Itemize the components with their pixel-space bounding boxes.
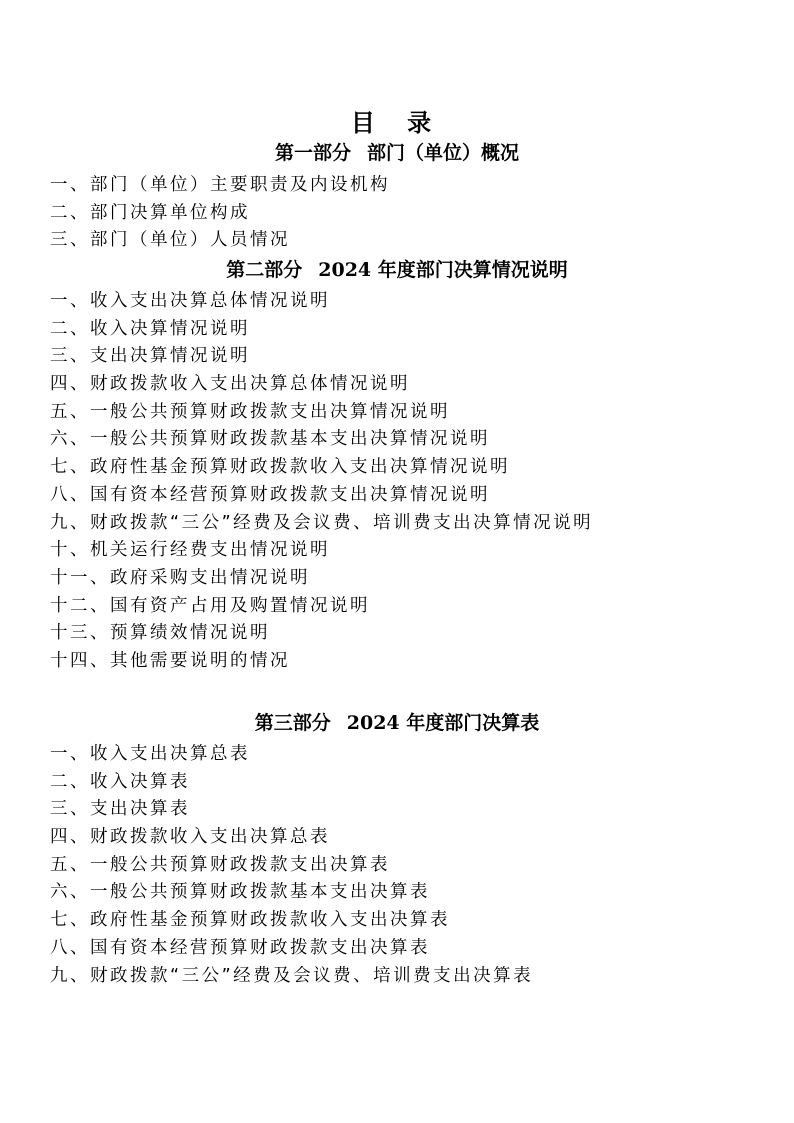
part-label: 第三部分	[254, 712, 331, 734]
part-name: 部门（单位）概况	[367, 142, 520, 164]
part-3-entries	[50, 741, 533, 990]
toc-entry: 二、部门决算单位构成	[50, 202, 250, 223]
toc-entry: 一、部门（单位）主要职责及内设机构	[50, 175, 390, 195]
toc-entry: 八、国有资本经营预算财政拨款支出决算表	[50, 937, 430, 958]
toc-entry: 二、收入决算情况说明	[50, 318, 250, 339]
part-label: 第二部分	[226, 259, 303, 281]
toc-entry: 一、收入支出决算总体情况说明	[50, 291, 330, 311]
part-name: 2024 年度部门决算情况说明	[318, 259, 568, 281]
part-2-entries	[50, 288, 593, 676]
toc-entry: 十四、其他需要说明的情况	[50, 650, 290, 671]
toc-entry: 四、财政拨款收入支出决算总表	[50, 827, 330, 848]
toc-entry: 七、政府性基金预算财政拨款收入支出决算表	[50, 910, 450, 931]
part-name: 2024 年度部门决算表	[346, 712, 540, 734]
toc-entry: 三、支出决算情况说明	[50, 346, 250, 367]
toc-entry: 三、部门（单位）人员情况	[50, 230, 290, 251]
toc-entry: 十一、政府采购支出情况说明	[50, 567, 310, 588]
toc-entry: 十二、国有资产占用及购置情况说明	[50, 595, 370, 616]
toc-entry: 五、一般公共预算财政拨款支出决算表	[50, 854, 390, 875]
toc-entry: 一、收入支出决算总表	[50, 744, 250, 764]
toc-entry: 九、财政拨款“三公”经费及会议费、培训费支出决算表	[50, 965, 534, 986]
toc-entry: 二、收入决算表	[50, 771, 190, 792]
toc-entry: 十三、预算绩效情况说明	[50, 623, 270, 644]
toc-entry: 七、政府性基金预算财政拨款收入支出决算情况说明	[50, 457, 510, 478]
toc-entry: 五、一般公共预算财政拨款支出决算情况说明	[50, 401, 450, 422]
toc-entry: 八、国有资本经营预算财政拨款支出决算情况说明	[50, 484, 490, 505]
part-1-entries	[50, 172, 390, 255]
toc-entry: 九、财政拨款“三公”经费及会议费、培训费支出决算情况说明	[50, 512, 594, 533]
toc-entry: 十、机关运行经费支出情况说明	[50, 540, 330, 561]
part-heading-1	[0, 141, 794, 165]
page-title: 目 录	[350, 108, 444, 137]
toc-entry: 四、财政拨款收入支出决算总体情况说明	[50, 374, 410, 395]
toc-entry: 三、支出决算表	[50, 799, 190, 820]
toc-entry: 六、一般公共预算财政拨款基本支出决算情况说明	[50, 429, 490, 450]
part-heading-2	[0, 258, 794, 282]
part-heading-3	[0, 711, 794, 735]
toc-entry: 六、一般公共预算财政拨款基本支出决算表	[50, 882, 430, 903]
part-label: 第一部分	[274, 142, 351, 164]
